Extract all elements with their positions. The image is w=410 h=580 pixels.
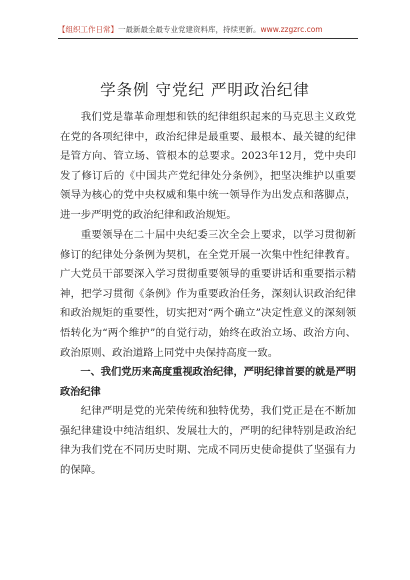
header-description: 一最新最全最专业党建资料库，持续更新。 (118, 25, 261, 34)
header-url[interactable]: www.zzgzrc.com (260, 25, 323, 34)
body-paragraph-3: 纪律严明是党的光荣传统和独特优势，我们党正是在不断加强纪律建设中纯洁组织、发展壮大的，严明的纪律特别是政治纪律为我们党在不同历史时期、完成不同历史使命提供了坚强有力的保障。 (60, 405, 356, 476)
body-paragraph-1: 我们党是靠革命理想和铁的纪律组织起来的马克思主义政党在党的各项纪律中，政治纪律是最重要、最根本、最关键的纪律是管方向、管立场、管根本的总要求。2023年12月，党中央印发了修订后的《中国共产党纪律处分条例》，把坚决维护以重要领导为核心的党中央权威和集中统一领导作为出发点和落脚点，进一步严明党的政治纪律和政治规矩。 (60, 111, 356, 221)
header-tag: 【组织工作日常】 (58, 25, 118, 34)
body-paragraph-2: 重要领导在二十届中央纪委三次全会上要求，以学习贯彻新修订的纪律处分条例为契机，在全党开展一次集中性纪律教育。广大党员干部要深入学习贯彻重要领导的重要讲话和重要指示精神，把学习贯彻《条例》作为重要政治任务，深刻认识政治纪律和政治规矩的重要性，切实把对“两个确立”决定性意义的深刻领悟转化为“两个维护”的自觉行动，始终在政治立场、政治方向、政治原则、政治道路上同党中央保持高度一致。 (60, 229, 356, 359)
document-title: 学条例 守党纪 严明政治纪律 (100, 81, 310, 99)
section-heading: 一、我们党历来高度重视政治纪律，严明纪律首要的就是严明政治纪律 (60, 367, 356, 398)
page-header (58, 24, 358, 39)
